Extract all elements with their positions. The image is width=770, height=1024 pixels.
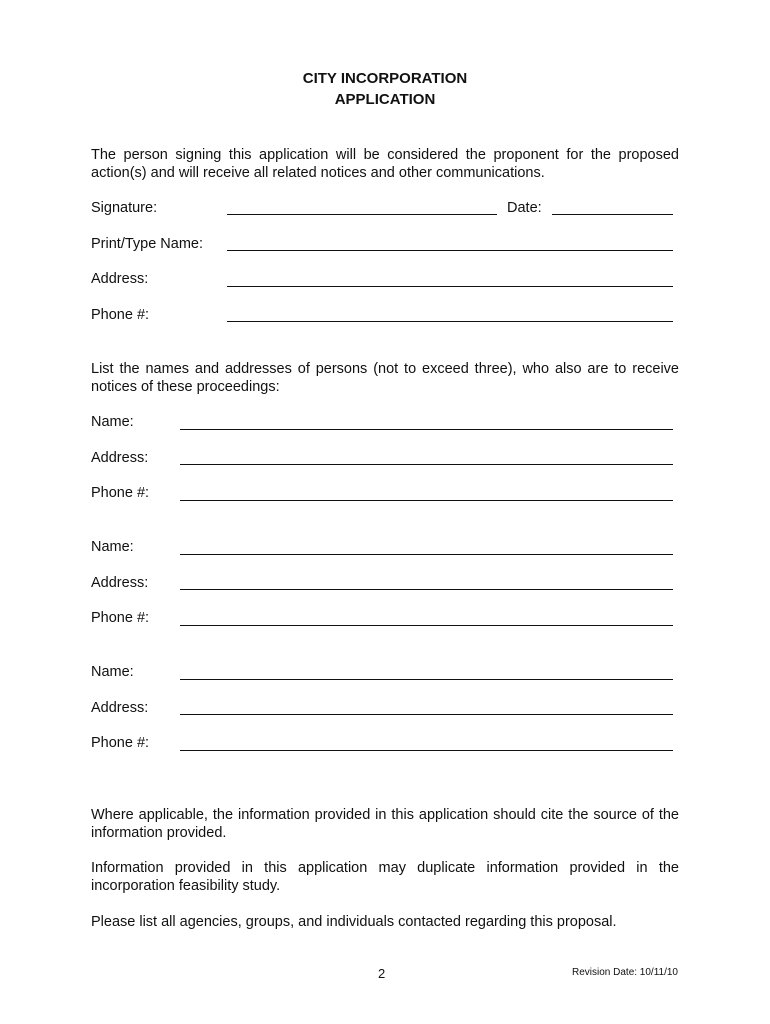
date-label: Date: (507, 200, 542, 216)
recipient-3-address-label: Address: (91, 700, 149, 716)
applicant-phone-field[interactable] (227, 321, 673, 322)
revision-date: Revision Date: 10/11/10 (572, 967, 678, 978)
note-duplicate-info: Information provided in this application may duplicate information provided in the incorporation feasibility study. (91, 860, 679, 894)
page-number: 2 (378, 966, 386, 981)
recipient-3-name-field[interactable] (180, 679, 673, 680)
applicant-phone-label: Phone #: (91, 307, 150, 323)
page-subtitle: APPLICATION (334, 91, 436, 108)
recipient-2-name-field[interactable] (180, 554, 673, 555)
recipient-1-address-field[interactable] (180, 464, 673, 465)
recipient-2-name-label: Name: (91, 539, 134, 555)
signature-label: Signature: (91, 200, 158, 216)
recipient-2-address-label: Address: (91, 575, 149, 591)
print-name-label: Print/Type Name: (91, 236, 204, 252)
date-field[interactable] (552, 214, 673, 215)
applicant-address-field[interactable] (227, 286, 673, 287)
recipient-3-phone-field[interactable] (180, 750, 673, 751)
recipient-2-phone-field[interactable] (180, 625, 673, 626)
recipient-1-name-field[interactable] (180, 429, 673, 430)
recipient-1-address-label: Address: (91, 450, 149, 466)
recipient-3-name-label: Name: (91, 664, 134, 680)
recipient-1-name-label: Name: (91, 414, 134, 430)
recipient-2-address-field[interactable] (180, 589, 673, 590)
recipients-intro: List the names and addresses of persons (not to exceed three), who also are to receive notices of these proceedings: (91, 361, 679, 395)
recipient-1-phone-field[interactable] (180, 500, 673, 501)
recipient-2-phone-label: Phone #: (91, 610, 150, 626)
applicant-address-label: Address: (91, 271, 149, 287)
recipient-1-phone-label: Phone #: (91, 485, 150, 501)
signature-field[interactable] (227, 214, 497, 215)
recipient-3-phone-label: Phone #: (91, 735, 150, 751)
note-cite-source: Where applicable, the information provided in this application should cite the source of the information provided. (91, 807, 679, 841)
page-title: CITY INCORPORATION (302, 70, 468, 87)
intro-paragraph: The person signing this application will be considered the proponent for the proposed action(s) and will receive all related notices and other communications. (91, 147, 679, 181)
note-list-agencies: Please list all agencies, groups, and individuals contacted regarding this proposal. (91, 914, 617, 930)
print-name-field[interactable] (227, 250, 673, 251)
recipient-3-address-field[interactable] (180, 714, 673, 715)
